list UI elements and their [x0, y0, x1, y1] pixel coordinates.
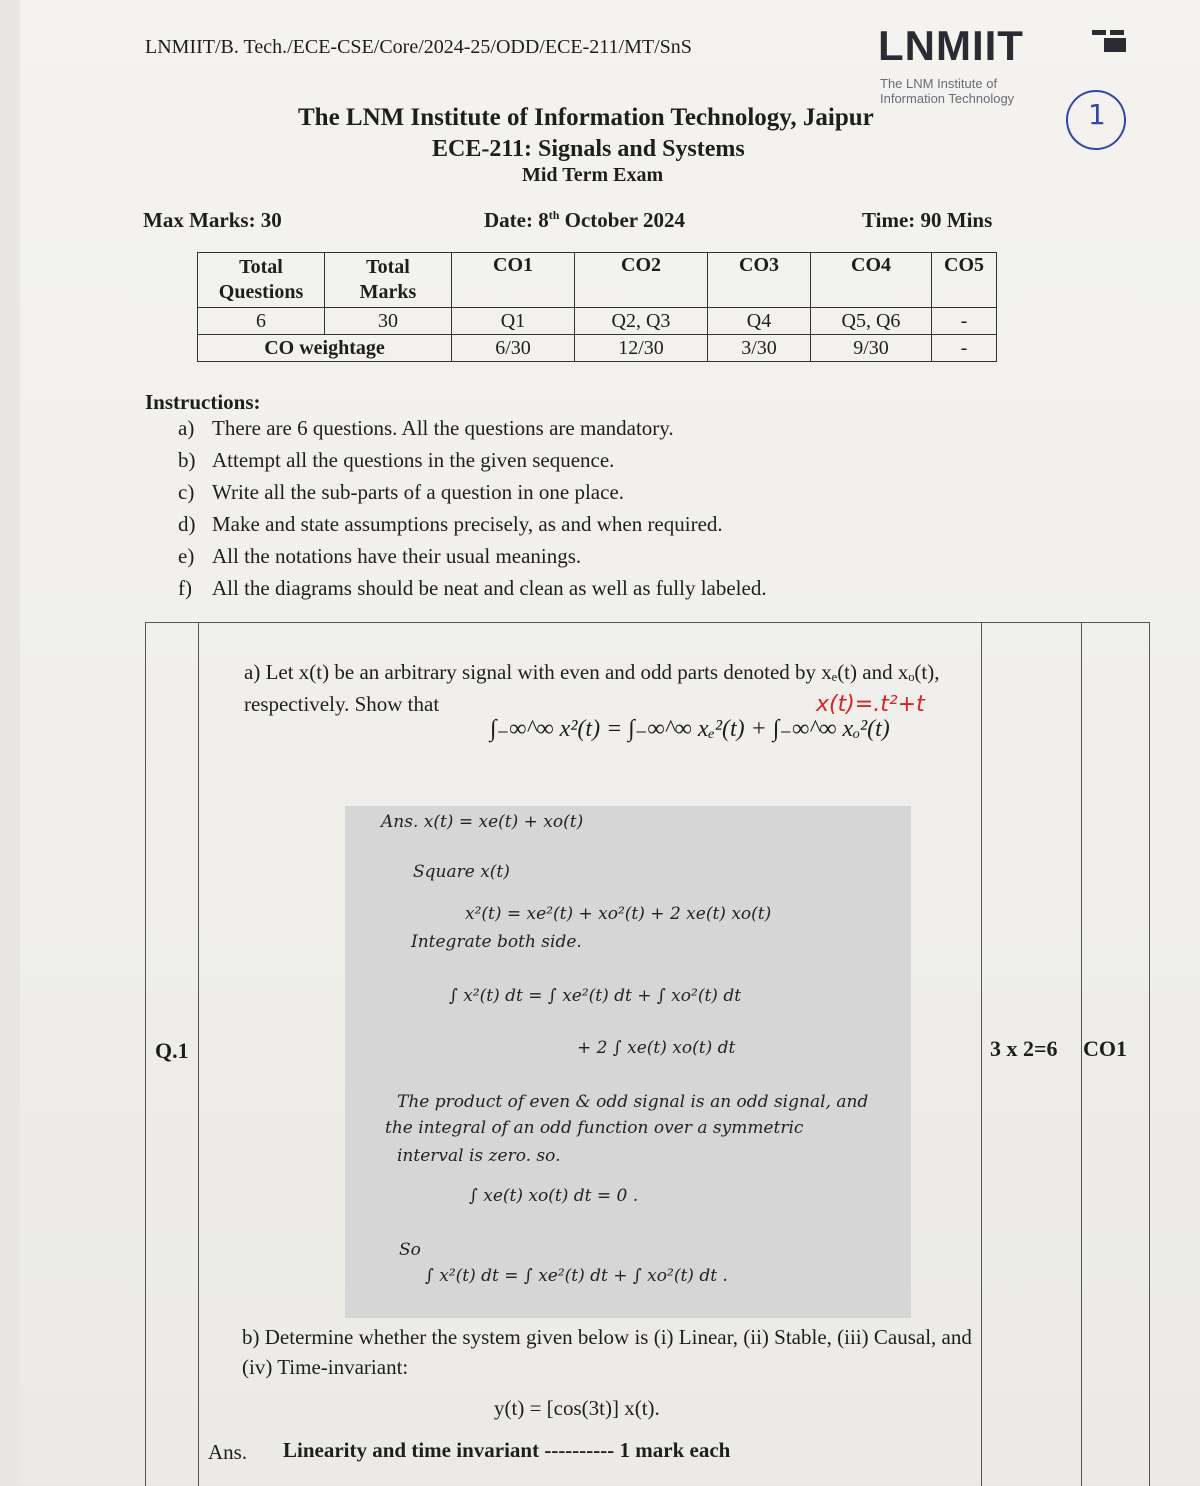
col-total-marks: Total Marks [325, 253, 452, 308]
red-handwritten-note: x(t)=.t²+t [816, 692, 925, 717]
logo-tagline: The LNM Institute of Information Technology [880, 76, 1015, 106]
col-co5: CO5 [932, 253, 997, 308]
answer-line: ∫ xe(t) xo(t) dt = 0 . [469, 1186, 639, 1206]
answer-line: ∫ x²(t) dt = ∫ xe²(t) dt + ∫ xo²(t) dt [449, 986, 742, 1006]
instructions-list [178, 416, 767, 608]
list-item: c) Write all the sub-parts of a question in one place. [178, 480, 625, 504]
table-row: CO weightage 6/30 12/30 3/30 9/30 - [198, 335, 997, 362]
col-co1: CO1 [452, 253, 575, 308]
question-1a-equation: ∫₋∞^∞ x²(t) = ∫₋∞^∞ xₑ²(t) + ∫₋∞^∞ xₒ²(t) [490, 716, 890, 742]
paper-code: LNMIIT/B. Tech./ECE-CSE/Core/2024-25/ODD/ECE-211/MT/SnS [145, 36, 692, 58]
list-item: d) Make and state assumptions precisely, as and when required. [178, 512, 723, 536]
answer-label: Ans. [208, 1440, 248, 1464]
co-table [197, 252, 997, 362]
list-item: b) Attempt all the questions in the given sequence. [178, 448, 615, 472]
institute-logo: LNMIIT [878, 22, 1024, 69]
question-1b-text: b) Determine whether the system given below is (i) Linear, (ii) Stable, (iii) Causal, and (iv) Time-invariant: [242, 1325, 972, 1379]
handwritten-answer-image [345, 806, 911, 1318]
col-co3: CO3 [708, 253, 811, 308]
col-total-questions: Total Questions [198, 253, 325, 308]
list-item: a) There are 6 questions. All the questions are mandatory. [178, 416, 674, 440]
question-1a-text: a) Let x(t) be an arbitrary signal with even and odd parts denoted by xₑ(t) and xₒ(t), respectively. Show that [244, 660, 940, 716]
list-item: f) All the diagrams should be neat and clean as well as fully labeled. [178, 576, 767, 600]
question-1-label: Q.1 [155, 1038, 189, 1063]
answer-line: So [399, 1240, 421, 1260]
logo-mark-icon [1092, 30, 1126, 52]
answer-line: Ans. x(t) = xe(t) + xo(t) [381, 812, 584, 832]
institute-name: The LNM Institute of Information Technology, Jaipur [298, 104, 874, 131]
exam-time: Time: 90 Mins [862, 208, 993, 232]
answer-line: Square x(t) [413, 862, 510, 882]
exam-type: Mid Term Exam [522, 164, 664, 186]
answer-text: Linearity and time invariant ---------- 1 mark each [283, 1438, 731, 1462]
col-co4: CO4 [811, 253, 932, 308]
list-item: e) All the notations have their usual meanings. [178, 544, 582, 568]
col-co2: CO2 [575, 253, 708, 308]
question-1b-equation: y(t) = [cos(3t)] x(t). [494, 1396, 660, 1420]
exam-date: Date: 8th October 2024 [484, 208, 685, 232]
question-1-marks: 3 x 2=6 [990, 1036, 1058, 1061]
table-row: 6 30 Q1 Q2, Q3 Q4 Q5, Q6 - [198, 308, 997, 335]
course-title: ECE-211: Signals and Systems [432, 136, 745, 162]
answer-line: the integral of an odd function over a symmetric [385, 1118, 804, 1138]
page-number: 1 [1088, 98, 1106, 131]
answer-line: ∫ x²(t) dt = ∫ xe²(t) dt + ∫ xo²(t) dt . [425, 1266, 728, 1286]
answer-line: Integrate both side. [411, 932, 582, 952]
instructions-heading: Instructions: [145, 390, 261, 414]
answer-line: + 2 ∫ xe(t) xo(t) dt [577, 1038, 736, 1058]
answer-line: x²(t) = xe²(t) + xo²(t) + 2 xe(t) xo(t) [465, 904, 772, 924]
answer-line: interval is zero. so. [397, 1146, 561, 1166]
question-1-co: CO1 [1083, 1036, 1127, 1061]
max-marks: Max Marks: 30 [143, 208, 282, 232]
answer-line: The product of even & odd signal is an odd signal, and [397, 1092, 869, 1112]
